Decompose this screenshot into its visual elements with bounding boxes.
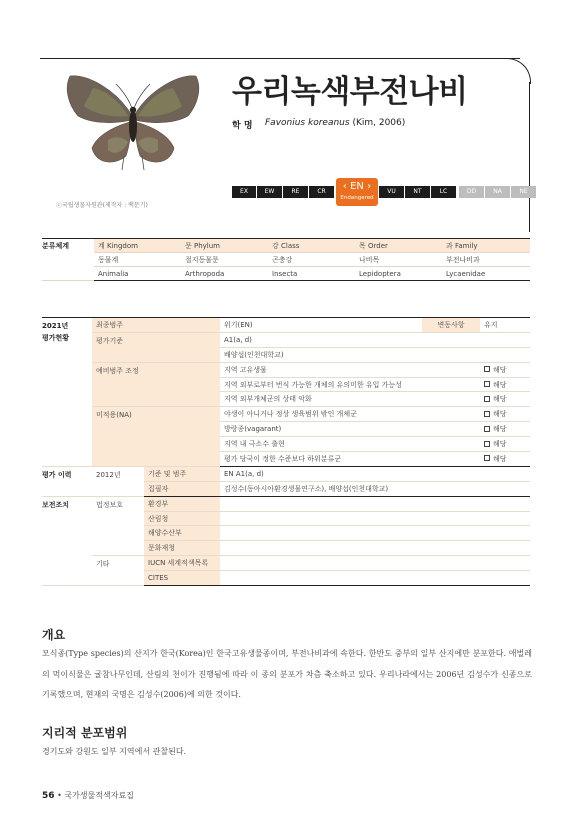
taxonomy-latin-name: Lepidoptera	[355, 267, 442, 281]
scientific-name-author: (Kim, 2006)	[352, 118, 406, 128]
eval-change-value: 유지	[480, 318, 530, 333]
taxonomy-rank: 문 Phylum	[181, 239, 268, 253]
redlist-cat-ew: EW	[257, 186, 282, 198]
eval-legal-item: 문화재청	[144, 541, 220, 556]
taxonomy-korean-name: 곤충강	[268, 253, 355, 267]
eval-other-value	[220, 556, 530, 571]
eval-legal-value	[220, 496, 530, 511]
evaluation-table	[42, 317, 530, 586]
redlist-category-bar	[232, 186, 537, 198]
eval-other-value	[220, 571, 530, 586]
scientific-name-binomial: Favonius koreanus	[265, 118, 350, 128]
eval-criteria-label: 평가기준	[92, 332, 220, 362]
eval-history-writer-label: 집필자	[144, 481, 220, 496]
eval-assessor-value: 배양섭(인천대학교)	[220, 347, 530, 362]
taxonomy-header-row	[42, 239, 530, 253]
eval-row-na	[42, 407, 530, 422]
redlist-cat-re: RE	[283, 186, 308, 198]
eval-checkbox-applicable[interactable]: 해당	[480, 362, 530, 377]
taxonomy-rank: 목 Order	[355, 239, 442, 253]
header-rule-corner	[505, 58, 531, 84]
taxonomy-side-label: 분류체계	[42, 239, 94, 281]
taxonomy-latin-name: Arthropoda	[181, 267, 268, 281]
eval-na-item: 방랑종(vagarant)	[220, 422, 480, 437]
eval-legal-item: 환경부	[144, 496, 220, 511]
taxonomy-latin-name: Animalia	[94, 267, 181, 281]
taxonomy-korean-name: 동물계	[94, 253, 181, 267]
checkbox-icon	[484, 411, 490, 417]
footer-separator: •	[57, 791, 62, 800]
page-number: 56	[42, 791, 55, 801]
checkbox-icon	[484, 426, 490, 432]
eval-other-item: CITES	[144, 571, 220, 586]
butterfly-photo	[58, 70, 208, 175]
eval-na-item: 야생이 아니거나 정상 생육범위 밖인 개체군	[220, 407, 480, 422]
header-rule-side	[529, 82, 530, 232]
eval-history-year: 2012년	[92, 466, 144, 496]
eval-other-item: IUCN 세계적색목록	[144, 556, 220, 571]
header-rule	[40, 58, 520, 59]
checkbox-icon	[484, 455, 490, 461]
eval-na-item: 지역 내 극소수 출현	[220, 437, 480, 452]
redlist-cat-cr: CR	[309, 186, 334, 198]
eval-row-legal	[42, 496, 530, 511]
taxonomy-latin-name: Insecta	[268, 267, 355, 281]
eval-history-label: 평가 이력	[42, 466, 92, 496]
redlist-selected-code: ‹ EN ›	[342, 181, 372, 192]
taxonomy-rank: 강 Class	[268, 239, 355, 253]
page-title: 우리녹색부전나비	[232, 74, 468, 110]
redlist-cat-nt: NT	[405, 186, 430, 198]
eval-checkbox-applicable[interactable]: 해당	[480, 377, 530, 392]
photo-credit: ⓒ국립생물자원관(제작자 : 백문기)	[56, 202, 148, 209]
redlist-selected-badge	[336, 178, 378, 206]
taxonomy-korean-name: 절지동물문	[181, 253, 268, 267]
redlist-cat-lc: LC	[431, 186, 456, 198]
eval-legal-value	[220, 526, 530, 541]
overview-text: 모식종(Type species)의 산지가 한국(Korea)인 한국고유생물종이며, 부전나비과에 속한다. 한반도 중부의 일부 산지에만 분포한다. 애벌레의 먹이식물은 굴참나무인데, 산림의 천이가 진행됨에 따라 이 종의 분포가 차츰 축소하고 있다. 우리나라에서는 2006년 김성수가 신종으로 기록했으며, 현재의 국명은 김성수(2006)에 의한 것이다.	[42, 649, 532, 699]
overview-heading: 개요	[42, 628, 66, 642]
distribution-heading: 지리적 분포범위	[42, 726, 128, 740]
eval-change-label: 변동사항	[422, 318, 480, 333]
eval-final-category-label: 최종범주	[92, 318, 220, 333]
book-title: 국가생물적색자료집	[64, 791, 134, 800]
taxonomy-latin-name: Lycaenidae	[442, 267, 530, 281]
eval-legal-value	[220, 511, 530, 526]
eval-legal-item: 산림청	[144, 511, 220, 526]
eval-na-item: 평가 당국이 정한 수준보다 하위분류군	[220, 452, 480, 467]
redlist-selected-label: Endangered	[340, 195, 374, 201]
scientific-name	[265, 118, 405, 128]
eval-prelim-item: 지역 고유생물	[220, 362, 480, 377]
checkbox-icon	[484, 396, 490, 402]
eval-checkbox-applicable[interactable]: 해당	[480, 392, 530, 407]
eval-row-prelim	[42, 362, 530, 377]
eval-status-label: 2021년 평가현황	[42, 318, 92, 467]
scientific-name-label: 학 명	[232, 121, 253, 131]
eval-checkbox-applicable[interactable]: 해당	[480, 437, 530, 452]
taxonomy-korean-row	[42, 253, 530, 267]
eval-checkbox-applicable[interactable]: 해당	[480, 407, 530, 422]
redlist-cat-ex: EX	[232, 186, 256, 198]
taxonomy-rank: 과 Family	[442, 239, 530, 253]
eval-final-category-value: 위기(EN)	[220, 318, 422, 333]
eval-prelim-label: 예비범주 조정	[92, 362, 220, 407]
eval-history-criteria-value: EN A1(a, d)	[220, 466, 530, 481]
eval-legal-value	[220, 541, 530, 556]
taxonomy-korean-name: 부전나비과	[442, 253, 530, 267]
distribution-text: 경기도와 강원도 일부 지역에서 관찰된다.	[42, 747, 187, 756]
eval-criteria-value: A1(a, d)	[220, 332, 530, 347]
taxonomy-table	[42, 238, 530, 281]
eval-checkbox-applicable[interactable]: 해당	[480, 452, 530, 467]
eval-prelim-item: 지역 외부개체군의 상태 악화	[220, 392, 480, 407]
checkbox-icon	[484, 381, 490, 387]
eval-row-criteria	[42, 332, 530, 347]
redlist-cat-vu: VU	[379, 186, 404, 198]
redlist-cat-na: NA	[485, 186, 510, 198]
page-footer	[42, 790, 134, 801]
eval-history-writer-value: 김성수(동아시아환경생물연구소), 배양섭(인천대학교)	[220, 481, 530, 496]
eval-row-other	[42, 556, 530, 571]
taxonomy-latin-row	[42, 267, 530, 281]
eval-checkbox-applicable[interactable]: 해당	[480, 422, 530, 437]
eval-row-final-category	[42, 318, 530, 333]
redlist-cat-dd: DD	[459, 186, 484, 198]
eval-history-criteria-label: 기준 및 범주	[144, 466, 220, 481]
checkbox-icon	[484, 441, 490, 447]
taxonomy-rank: 계 Kingdom	[94, 239, 181, 253]
eval-na-label: 미적용(NA)	[92, 407, 220, 467]
eval-prelim-item: 지역 외부로부터 번식 가능한 개체의 유의미한 유입 가능성	[220, 377, 480, 392]
taxonomy-korean-name: 나비목	[355, 253, 442, 267]
eval-protection-label: 보전조치	[42, 496, 92, 585]
eval-row-history-criteria	[42, 466, 530, 481]
redlist-cat-ne: NE	[511, 186, 536, 198]
eval-legal-item: 해양수산부	[144, 526, 220, 541]
checkbox-icon	[484, 366, 490, 372]
eval-legal-label: 법정보호	[92, 496, 144, 556]
eval-other-label: 기타	[92, 556, 144, 586]
